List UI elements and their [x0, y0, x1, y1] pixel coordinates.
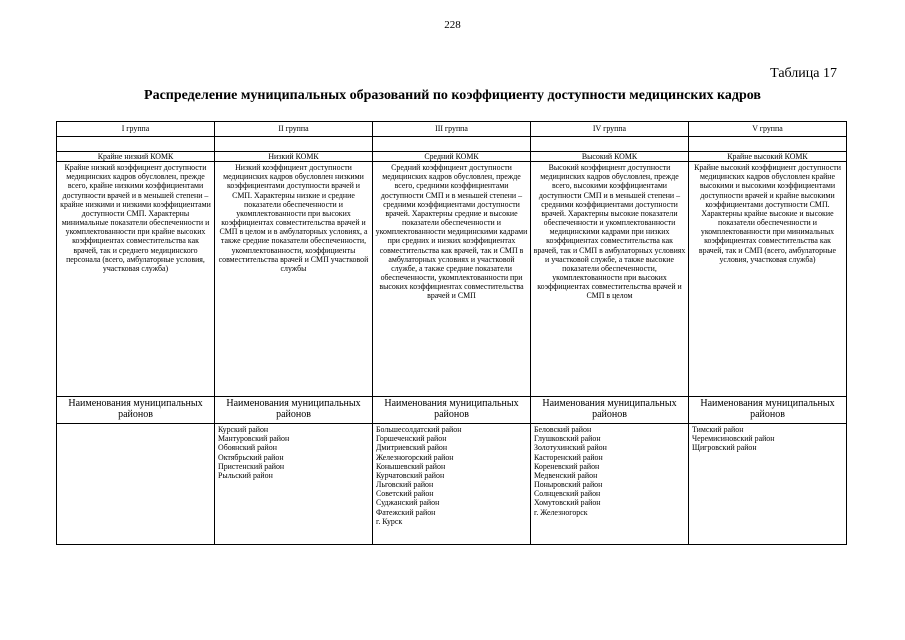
group-header-row [57, 122, 847, 137]
district-name: Суджанский район [376, 498, 440, 508]
group-description-4: Высокий коэффициент доступности медицинских кадров обусловлен, прежде всего, высокими коэффициентами доступности СМП и в меньшей степени – средними коэффициентами доступности врачей. Характерны высокие показатели обеспеченности и укомплектованности медицинскими кадрами при низких коэффициентах совместительства как врачей, так и СМП в амбулаторных условиях и участковой службе, а также высокие показатели обеспеченности, укомплектованности при высоких коэффициентах совместительства врачей и СМП в целом [531, 162, 689, 397]
district-name: Рыльский район [218, 470, 273, 480]
district-name: Фатежский район [376, 507, 436, 517]
spacer-row [57, 137, 847, 152]
group-level-4: Высокий КОМК [531, 152, 689, 162]
district-name: Кореневский район [534, 461, 600, 471]
spacer-cell [215, 137, 373, 152]
spacer-cell [531, 137, 689, 152]
district-name: Конышевский район [376, 461, 446, 471]
district-name: Курчатовский район [376, 470, 445, 480]
spacer-cell [689, 137, 847, 152]
district-name: Советский район [376, 489, 434, 499]
district-list-5 [689, 424, 847, 545]
district-name: Мантуровский район [218, 434, 290, 444]
district-list-4 [531, 424, 689, 545]
district-name: Большесолдатский район [376, 425, 462, 435]
district-name: Касторенский район [534, 452, 603, 462]
district-name: Щигровский район [692, 443, 757, 453]
names-header-1: Наименования муниципальных районов [57, 397, 215, 424]
district-name: Золотухинский район [534, 443, 607, 453]
group-level-3: Средний КОМК [373, 152, 531, 162]
district-name: Глушковский район [534, 434, 601, 444]
district-name: Медвенский район [534, 470, 598, 480]
names-header-row [57, 397, 847, 424]
district-name: Железногорский район [376, 452, 454, 462]
names-header-5: Наименования муниципальных районов [689, 397, 847, 424]
group-header-3: III группа [373, 122, 531, 137]
distribution-table [56, 121, 847, 545]
district-name: Поныровский район [534, 480, 603, 490]
description-row [57, 162, 847, 397]
district-name: Пристенский район [218, 461, 285, 471]
district-name: Солнцевский район [534, 489, 601, 499]
district-name: г. Железногорск [534, 507, 588, 517]
district-name: Черемисиновский район [692, 434, 775, 444]
table-number: Таблица 17 [770, 66, 837, 81]
group-level-2: Низкий КОМК [215, 152, 373, 162]
group-description-2: Низкий коэффициент доступности медицинских кадров обусловлен низкими коэффициентами доступности врачей и СМП. Характерны низкие и средние показатели обеспеченности и укомплектованности при высоких коэффициентах совместительства врачей и СМП в целом и в амбулаторных условиях, а также средние показатели обеспеченности, укомплектованности, коэффициенты совместительства врачей и СМП участковой службы [215, 162, 373, 397]
district-name: Беловский район [534, 425, 592, 435]
district-name: Октябрьский район [218, 452, 284, 462]
group-level-5: Крайне высокий КОМК [689, 152, 847, 162]
names-header-2: Наименования муниципальных районов [215, 397, 373, 424]
level-row [57, 152, 847, 162]
group-description-3: Средний коэффициент доступности медицинских кадров обусловлен, прежде всего, средними коэффициентами доступности СМП и в меньшей степени – средними коэффициентами доступности врачей. Характерны средние и высокие показатели обеспеченности и укомплектованности медицинскими кадрами при средних и низких коэффициентах совместительства как врачей, так и СМП в амбулаторных условиях и участковой службе, а также средние показатели обеспеченности, укомплектованности при высоких коэффициентах совместительства врачей и СМП [373, 162, 531, 397]
group-header-1: I группа [57, 122, 215, 137]
group-header-2: II группа [215, 122, 373, 137]
spacer-cell [373, 137, 531, 152]
group-description-1: Крайне низкий коэффициент доступности медицинских кадров обусловлен, прежде всего, крайне низкими коэффициентами доступности врачей и в меньшей степени – крайне низкими и низкими коэффициентами доступности СМП. Характерны минимальные показатели обеспеченности и укомплектованности при крайне высоких коэффициентах совместительства как врачей, так и среднего медицинского персонала (всего, амбулаторные условия, участковая служба) [57, 162, 215, 397]
district-name: Дмитриевский район [376, 443, 448, 453]
district-name: Курский район [218, 425, 269, 435]
group-header-4: IV группа [531, 122, 689, 137]
table-title: Распределение муниципальных образований по коэффициенту доступности медицинских кадров [144, 88, 761, 103]
group-header-5: V группа [689, 122, 847, 137]
district-name: Льговский район [376, 480, 434, 490]
district-name: Обоянский район [218, 443, 277, 453]
group-level-1: Крайне низкий КОМК [57, 152, 215, 162]
group-description-5: Крайне высокий коэффициент доступности медицинских кадров обусловлен крайне высокими и высокими коэффициентами доступности врачей и крайне высокими коэффициентами доступности СМП. Характерны крайне высокие и высокие показатели обеспеченности и укомплектованности при минимальных коэффициентах совместительства как врачей, так и СМП (всего, амбулаторные условия, участковая служба) [689, 162, 847, 397]
district-list-3 [373, 424, 531, 545]
district-list-1 [57, 424, 215, 545]
names-header-3: Наименования муниципальных районов [373, 397, 531, 424]
district-name: Горшеченский район [376, 434, 447, 444]
district-list-2 [215, 424, 373, 545]
names-header-4: Наименования муниципальных районов [531, 397, 689, 424]
district-name: Хомутовский район [534, 498, 601, 508]
district-name: Тимский район [692, 425, 744, 435]
page-number: 228 [444, 19, 461, 31]
names-row [57, 424, 847, 545]
spacer-cell [57, 137, 215, 152]
district-name: г. Курск [376, 516, 403, 526]
